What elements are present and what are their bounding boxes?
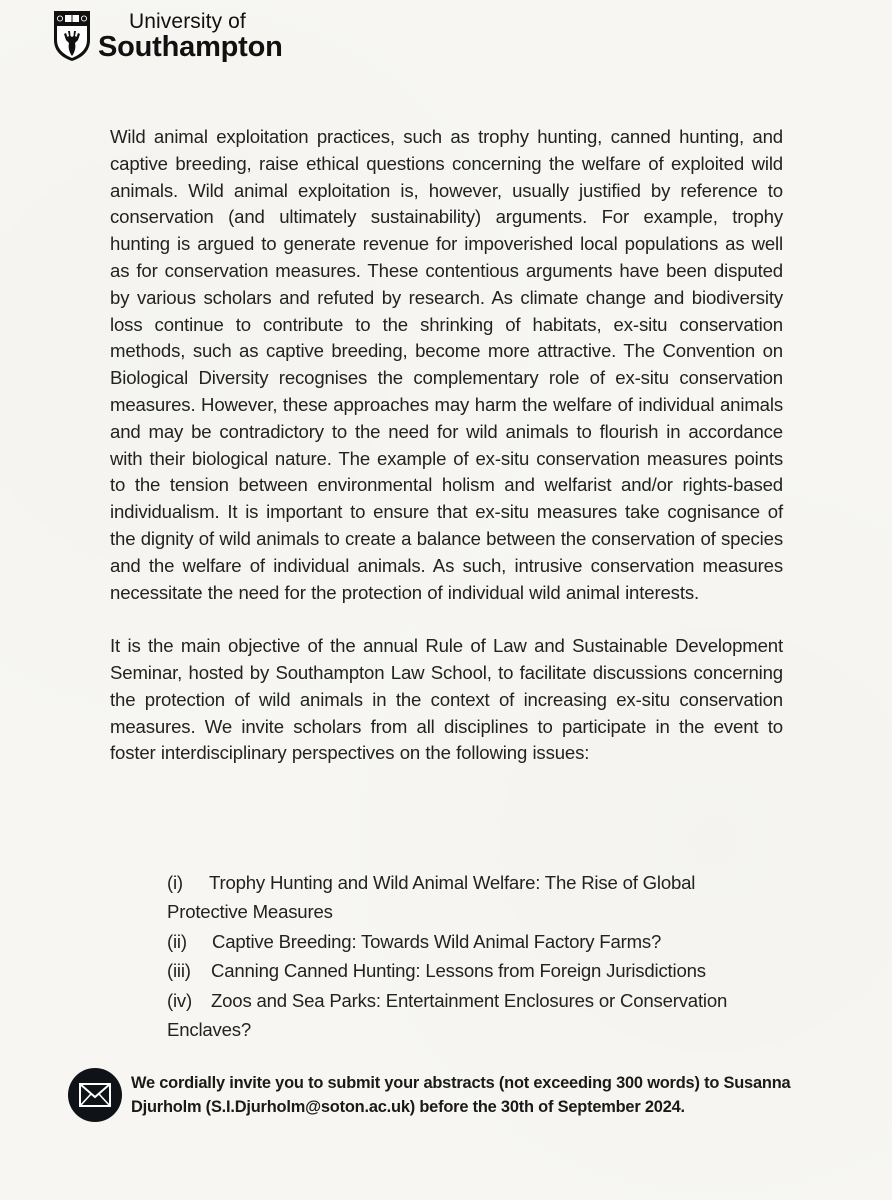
issue-number: (iii) bbox=[167, 960, 191, 982]
issue-text: Captive Breeding: Towards Wild Animal Factory Farms? bbox=[212, 930, 662, 952]
issue-number: (iv) bbox=[167, 989, 193, 1011]
university-shield-icon bbox=[53, 10, 91, 62]
issue-item bbox=[167, 868, 787, 927]
issue-number: (i) bbox=[167, 872, 183, 893]
issue-item bbox=[167, 927, 787, 956]
issue-text: Zoos and Sea Parks: Entertainment Enclosures or Conservation bbox=[211, 989, 728, 1011]
issue-item bbox=[167, 956, 787, 985]
envelope-icon bbox=[68, 1068, 122, 1122]
issue-item bbox=[167, 986, 787, 1045]
issue-text: Canning Canned Hunting: Lessons from Foreign Jurisdictions bbox=[211, 960, 706, 982]
submission-line-2: Djurholm (S.I.Djurholm@soton.ac.uk) before the 30th of September 2024. bbox=[131, 1098, 685, 1116]
paragraph-context: Wild animal exploitation practices, such as trophy hunting, canned hunting, and captive breeding, raise ethical questions concerning the welfare of exploited wild animals. Wild animal exploitation is, however, usually justified by reference to conservation (and ultimately sustainability) arguments. For example, trophy hunting is argued to generate revenue for impoverished local populations as well as for conservation measures. These contentious arguments have been disputed by various scholars and refuted by research. As climate change and biodiversity loss continue to contribute to the shrinking of habitats, ex-situ conservation methods, such as captive breeding, become more attractive. The Convention on Biological Diversity recognises the complementary role of ex-situ conservation measures. However, these approaches may harm the welfare of individual animals and may be contradictory to the need for wild animals to flourish in accordance with their biological nature. The example of ex-situ conservation measures points to the tension between environmental holism and welfarist and/or rights-based individualism. It is important to ensure that ex-situ measures take cognisance of the dignity of wild animals to create a balance between the conservation of species and the welfare of individual animals. As such, intrusive conservation measures necessitate the need for the protection of individual wild animal interests. bbox=[110, 126, 783, 603]
submission-invitation bbox=[68, 1068, 790, 1122]
issue-text-continued: Enclaves? bbox=[167, 1019, 251, 1041]
submission-details bbox=[131, 1071, 790, 1119]
issue-text-continued: Protective Measures bbox=[167, 901, 333, 923]
call-for-papers-body bbox=[110, 124, 783, 767]
university-logo bbox=[53, 10, 283, 62]
submission-line-1: We cordially invite you to submit your abstracts (not exceeding 300 words) to Susanna bbox=[131, 1074, 791, 1092]
paragraph-objective: It is the main objective of the annual Rule of Law and Sustainable Development Seminar, hosted by Southampton Law School, to facilitate discussions concerning the protection of wild animals in the context of increasing ex-situ conservation measures. We invite scholars from all disciplines to participate in the event to foster interdisciplinary perspectives on the following issues: bbox=[110, 635, 783, 764]
university-wordmark bbox=[98, 11, 283, 62]
issues-list bbox=[167, 868, 787, 1044]
issue-number: (ii) bbox=[167, 930, 187, 952]
logo-line-southampton: Southampton bbox=[98, 30, 283, 63]
logo-line-university-of: University of bbox=[129, 9, 246, 33]
issue-text: Trophy Hunting and Wild Animal Welfare: The Rise of Global bbox=[209, 872, 696, 893]
